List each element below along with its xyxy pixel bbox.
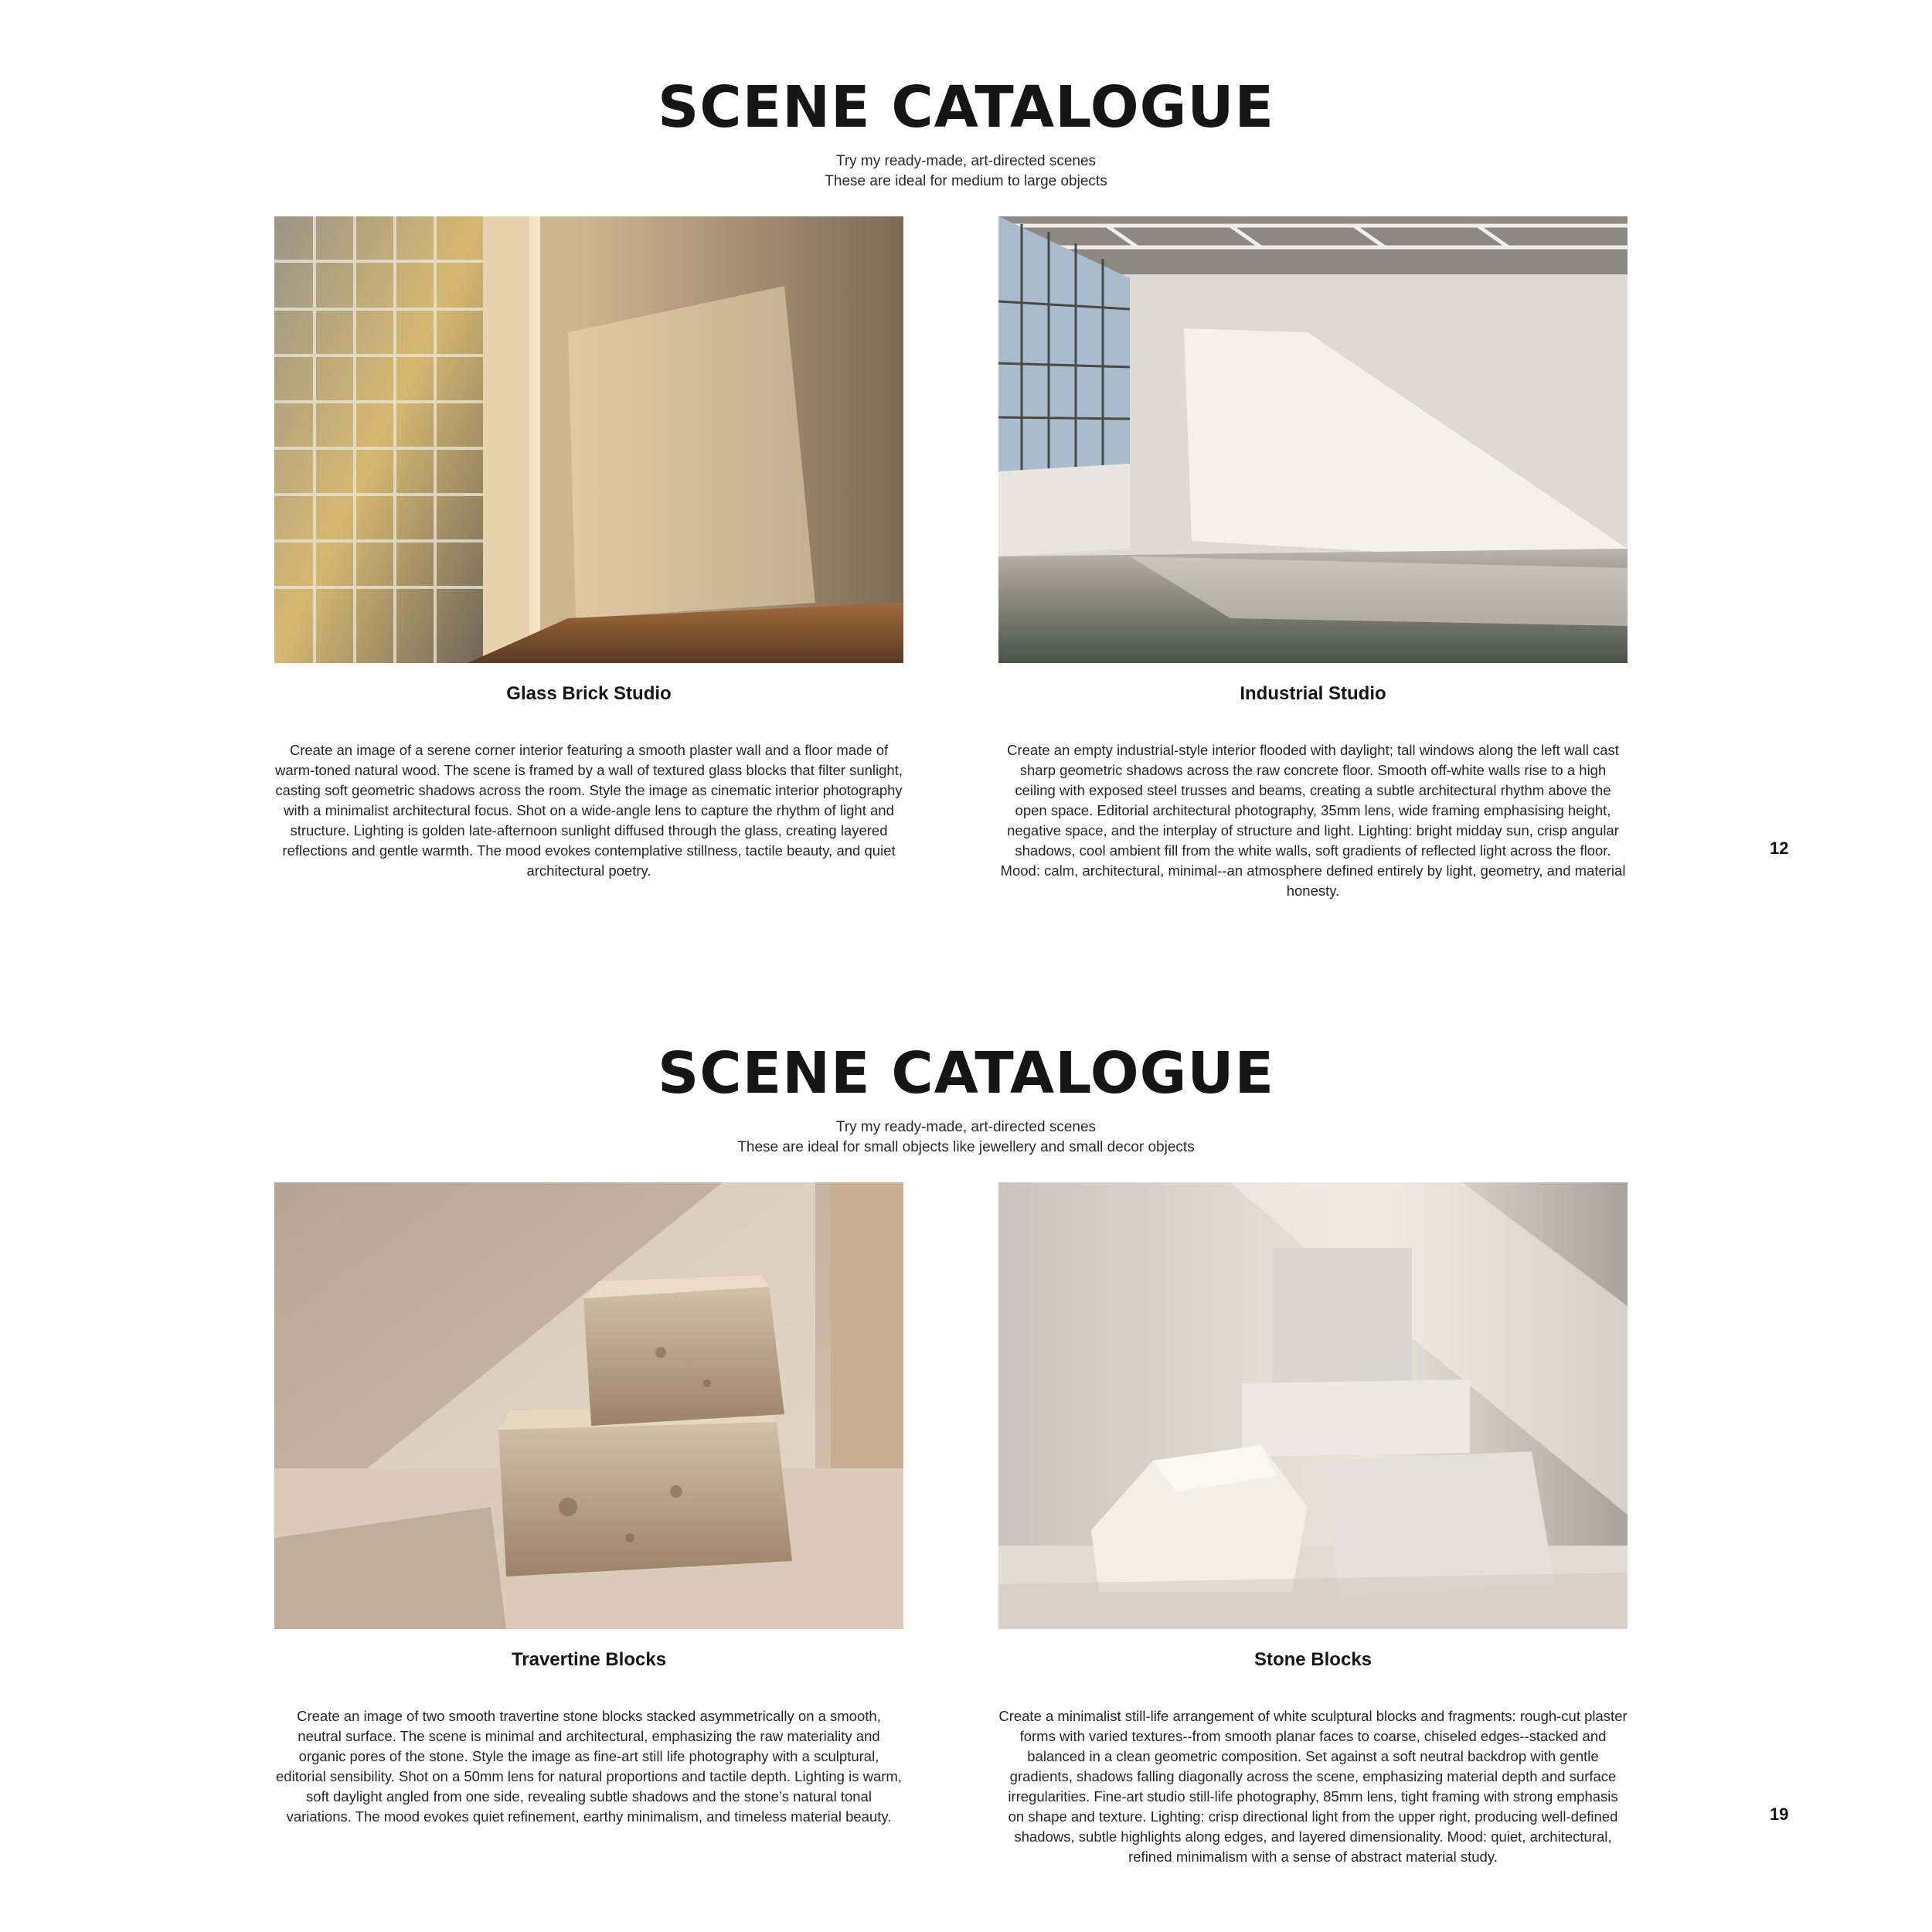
- page-number: 12: [1770, 838, 1789, 858]
- glass-brick-studio-photo[interactable]: [274, 216, 903, 663]
- page-title: SCENE CATALOGUE: [657, 1040, 1275, 1107]
- page-number: 19: [1770, 1804, 1789, 1824]
- travertine-blocks-photo[interactable]: [274, 1182, 903, 1629]
- scene-title: Glass Brick Studio: [506, 683, 672, 704]
- industrial-studio-photo[interactable]: [998, 216, 1628, 663]
- scene-description: Create a minimalist still-life arrangement of white sculptural blocks and fragments: rough-cut plaster forms with varied textures--from smooth planar faces to coarse, chiseled edges--stacked and balanced in a clean geometric composition. Set against a soft neutral backdrop with gentle gradients, shadows falling diagonally across the scene, emphasizing material depth and surface irregularities. Fine-art studio still-life photography, 85mm lens, tight framing with strong emphasis on shape and texture. Lighting: crisp directional light from the upper right, producing well-defined shadows, subtle highlights along edges, and layered dimensionality. Mood: quiet, architectural, refined minimalism with a sense of abstract material study.: [998, 1708, 1628, 1865]
- page-subtitle: [0, 1117, 1932, 1158]
- stone-blocks-photo[interactable]: [998, 1182, 1628, 1629]
- subtitle-line-1: Try my ready-made, art-directed scenes: [835, 1119, 1097, 1135]
- subtitle-line-2: These are ideal for small objects like jewellery and small decor objects: [737, 1139, 1195, 1155]
- scene-description: Create an image of two smooth travertine stone blocks stacked asymmetrically on a smooth, neutral surface. The scene is minimal and architectural, emphasizing the raw materiality and organic pores of the stone. Style the image as fine-art still life photography with a sculptural, editorial sensibility. Shot on a 50mm lens for natural proportions and tactile depth. Lighting is warm, soft daylight angled from one side, revealing subtle shadows and the stone’s natural tonal variations. The mood evokes quiet refinement, earthy minimalism, and timeless material beauty.: [276, 1708, 902, 1825]
- page-title: SCENE CATALOGUE: [657, 74, 1275, 141]
- subtitle-line-1: Try my ready-made, art-directed scenes: [835, 153, 1097, 169]
- scene-title: Travertine Blocks: [511, 1649, 667, 1670]
- page-subtitle: [0, 151, 1932, 192]
- scene-title: Industrial Studio: [1240, 683, 1386, 704]
- subtitle-line-2: These are ideal for medium to large objects: [825, 173, 1107, 189]
- scene-description: Create an image of a serene corner interior featuring a smooth plaster wall and a floor made of warm-toned natural wood. The scene is framed by a wall of textured glass blocks that filter sunlight, casting soft geometric shadows across the room. Style the image as cinematic interior photography with a minimalist architectural focus. Shot on a wide-angle lens to capture the rhythm of light and structure. Lighting is golden late-afternoon sunlight diffused through the glass, creating layered reflections and gentle warmth. The mood evokes contemplative stillness, tactile beauty, and quiet architectural poetry.: [274, 742, 903, 879]
- scene-description: Create an empty industrial-style interior flooded with daylight; tall windows along the left wall cast sharp geometric shadows across the raw concrete floor. Smooth off-white walls rise to a high ceiling with exposed steel trusses and beams, creating a subtle architectural rhythm above the open space. Editorial architectural photography, 35mm lens, wide framing emphasising height, negative space, and the interplay of structure and light. Lighting: bright midday sun, crisp angular shadows, cool ambient fill from the white walls, soft gradients of reflected light across the floor. Mood: calm, architectural, minimal--an atmosphere defined entirely by light, geometry, and material honesty.: [1000, 742, 1626, 899]
- scene-title: Stone Blocks: [1253, 1649, 1372, 1670]
